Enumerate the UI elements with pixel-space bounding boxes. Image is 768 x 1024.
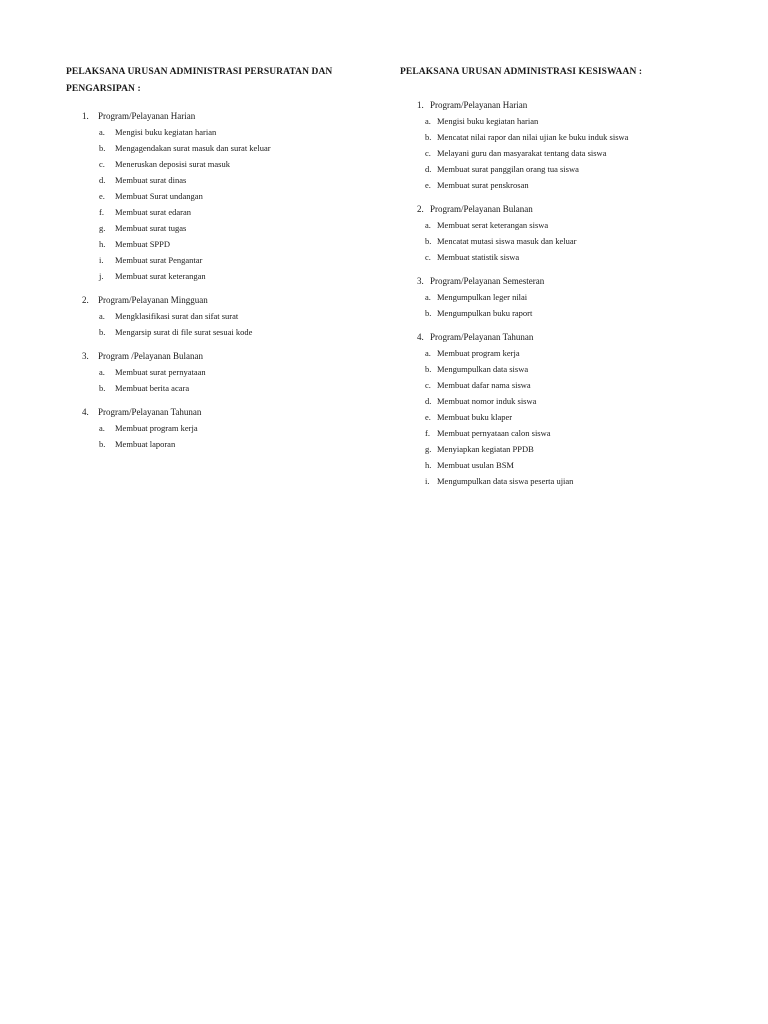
- list-item-text: Membuat nomor induk siswa: [437, 396, 537, 406]
- list-item-text: Membuat surat panggilan orang tua siswa: [437, 164, 579, 174]
- list-item-text: Membuat serat keterangan siswa: [437, 220, 549, 230]
- list-item: [400, 145, 740, 161]
- left-heading-line1: PELAKSANA URUSAN ADMINISTRASI PERSURATAN DAN: [66, 67, 333, 77]
- section-title-text: Program/Pelayanan Mingguan: [98, 295, 208, 305]
- section-title: [66, 348, 366, 364]
- list-item-letter: j.: [99, 271, 104, 281]
- list-item-letter: b.: [425, 236, 432, 246]
- list-item-letter: g.: [99, 223, 106, 233]
- list-item-text: Membuat laporan: [115, 439, 176, 449]
- section: [66, 348, 366, 396]
- list-item: [400, 249, 740, 265]
- list-item-text: Membuat surat edaran: [115, 207, 191, 217]
- section: [66, 404, 366, 452]
- list-item-letter: b.: [99, 439, 106, 449]
- section-number: 1.: [417, 100, 424, 110]
- list-item-letter: a.: [425, 220, 431, 230]
- list-item-letter: i.: [425, 476, 430, 486]
- section-title: [400, 97, 740, 113]
- section: [400, 273, 740, 321]
- list-item: [400, 377, 740, 393]
- list-item-text: Melayani guru dan masyarakat tentang data siswa: [437, 148, 607, 158]
- list-item-letter: c.: [425, 380, 431, 390]
- list-item-letter: b.: [425, 364, 432, 374]
- list-item-text: Membuat buku klaper: [437, 412, 513, 422]
- section-number: 4.: [417, 332, 424, 342]
- list-item-text: Mengisi buku kegiatan harian: [437, 116, 539, 126]
- list-item: [400, 361, 740, 377]
- list-item-letter: h.: [425, 460, 432, 470]
- list-item-text: Membuat surat penskrosan: [437, 180, 529, 190]
- list-item-text: Membuat berita acara: [115, 383, 190, 393]
- list-item-text: Membuat surat keterangan: [115, 271, 206, 281]
- list-item: [400, 409, 740, 425]
- list-item: [400, 393, 740, 409]
- list-item: [66, 380, 366, 396]
- section-title-text: Program/Pelayanan Harian: [98, 111, 196, 121]
- section-title-text: Program/Pelayanan Harian: [430, 100, 528, 110]
- list-item: [66, 436, 366, 452]
- list-item-letter: b.: [99, 327, 106, 337]
- section-title: [400, 329, 740, 345]
- list-item: [66, 324, 366, 340]
- section: [66, 108, 366, 284]
- right-heading-line1: PELAKSANA URUSAN ADMINISTRASI KESISWAAN :: [400, 67, 643, 77]
- list-item-text: Membuat surat tugas: [115, 223, 187, 233]
- list-item-text: Membuat surat Pengantar: [115, 255, 203, 265]
- right-heading: [400, 64, 740, 81]
- list-item: [66, 220, 366, 236]
- section: [400, 97, 740, 193]
- list-item-letter: d.: [425, 164, 432, 174]
- list-item-text: Mengumpulkan data siswa peserta ujian: [437, 476, 574, 486]
- section: [400, 329, 740, 489]
- list-item-text: Membuat usulan BSM: [437, 460, 514, 470]
- list-item: [400, 113, 740, 129]
- right-column: [400, 64, 740, 497]
- list-item: [400, 425, 740, 441]
- list-item: [66, 204, 366, 220]
- list-item: [400, 457, 740, 473]
- list-item-text: Mencatat mutasi siswa masuk dan keluar: [437, 236, 577, 246]
- list-item-letter: f.: [425, 428, 430, 438]
- left-column: [66, 64, 366, 460]
- list-item-text: Mengisi buku kegiatan harian: [115, 127, 217, 137]
- section-title-text: Program/Pelayanan Semesteran: [430, 276, 545, 286]
- list-item-text: Mencatat nilai rapor dan nilai ujian ke buku induk siswa: [437, 132, 629, 142]
- list-item-text: Menyiapkan kegiatan PPDB: [437, 444, 534, 454]
- list-item-text: Mengklasifikasi surat dan sifat surat: [115, 311, 239, 321]
- list-item: [66, 252, 366, 268]
- section-number: 1.: [82, 111, 89, 121]
- list-item-letter: b.: [425, 132, 432, 142]
- list-item-letter: e.: [425, 180, 431, 190]
- section-title-text: Program /Pelayanan Bulanan: [98, 351, 203, 361]
- list-item-letter: a.: [99, 367, 105, 377]
- list-item-letter: a.: [425, 116, 431, 126]
- list-item-text: Membuat statistik siswa: [437, 252, 520, 262]
- list-item-text: Membuat program kerja: [115, 423, 198, 433]
- section-title: [400, 273, 740, 289]
- list-item: [400, 177, 740, 193]
- section-title-text: Program/Pelayanan Tahunan: [98, 407, 202, 417]
- section-title-text: Program/Pelayanan Bulanan: [430, 204, 533, 214]
- left-sections: [66, 108, 366, 452]
- section: [400, 201, 740, 265]
- list-item-text: Membuat SPPD: [115, 239, 171, 249]
- section-number: 3.: [82, 351, 89, 361]
- list-item-letter: c.: [425, 148, 431, 158]
- list-item: [400, 233, 740, 249]
- list-item: [66, 268, 366, 284]
- section-title: [66, 292, 366, 308]
- list-item-text: Membuat program kerja: [437, 348, 520, 358]
- list-item: [400, 289, 740, 305]
- list-item: [66, 124, 366, 140]
- list-item-letter: g.: [425, 444, 432, 454]
- list-item-letter: d.: [99, 175, 106, 185]
- section-number: 2.: [417, 204, 424, 214]
- list-item: [400, 441, 740, 457]
- list-item-letter: a.: [99, 423, 105, 433]
- list-item: [66, 156, 366, 172]
- list-item: [400, 217, 740, 233]
- left-heading-line2: PENGARSIPAN :: [66, 84, 141, 94]
- list-item-letter: a.: [99, 127, 105, 137]
- list-item-text: Membuat surat pernyataan: [115, 367, 206, 377]
- list-item-letter: c.: [99, 159, 105, 169]
- list-item-letter: b.: [99, 143, 106, 153]
- section-title: [400, 201, 740, 217]
- section-title: [66, 108, 366, 124]
- list-item-letter: c.: [425, 252, 431, 262]
- list-item-text: Mengumpulkan leger nilai: [437, 292, 528, 302]
- list-item: [66, 140, 366, 156]
- list-item-text: Meneruskan deposisi surat masuk: [115, 159, 230, 169]
- list-item: [400, 305, 740, 321]
- list-item-letter: i.: [99, 255, 104, 265]
- section-number: 4.: [82, 407, 89, 417]
- list-item: [400, 161, 740, 177]
- section-title-text: Program/Pelayanan Tahunan: [430, 332, 534, 342]
- list-item-letter: e.: [425, 412, 431, 422]
- list-item: [400, 473, 740, 489]
- list-item-letter: a.: [425, 292, 431, 302]
- right-sections: [400, 97, 740, 489]
- list-item: [400, 345, 740, 361]
- list-item-letter: e.: [99, 191, 105, 201]
- left-heading: [66, 64, 366, 98]
- list-item-text: Membuat surat dinas: [115, 175, 187, 185]
- list-item-letter: f.: [99, 207, 104, 217]
- list-item-letter: b.: [99, 383, 106, 393]
- list-item: [400, 129, 740, 145]
- list-item: [66, 308, 366, 324]
- list-item: [66, 188, 366, 204]
- list-item-text: Membuat pernyataan calon siswa: [437, 428, 551, 438]
- list-item-text: Membuat dafar nama siswa: [437, 380, 531, 390]
- list-item: [66, 236, 366, 252]
- list-item-letter: d.: [425, 396, 432, 406]
- list-item-text: Mengarsip surat di file surat sesuai kode: [115, 327, 253, 337]
- section-title: [66, 404, 366, 420]
- list-item-text: Membuat Surat undangan: [115, 191, 203, 201]
- list-item-letter: a.: [425, 348, 431, 358]
- list-item: [66, 364, 366, 380]
- list-item-letter: a.: [99, 311, 105, 321]
- section-number: 2.: [82, 295, 89, 305]
- list-item-text: Mengumpulkan buku raport: [437, 308, 533, 318]
- list-item: [66, 420, 366, 436]
- list-item-text: Mengumpulkan data siswa: [437, 364, 529, 374]
- section: [66, 292, 366, 340]
- list-item-text: Mengagendakan surat masuk dan surat keluar: [115, 143, 271, 153]
- list-item-letter: b.: [425, 308, 432, 318]
- list-item-letter: h.: [99, 239, 106, 249]
- list-item: [66, 172, 366, 188]
- section-number: 3.: [417, 276, 424, 286]
